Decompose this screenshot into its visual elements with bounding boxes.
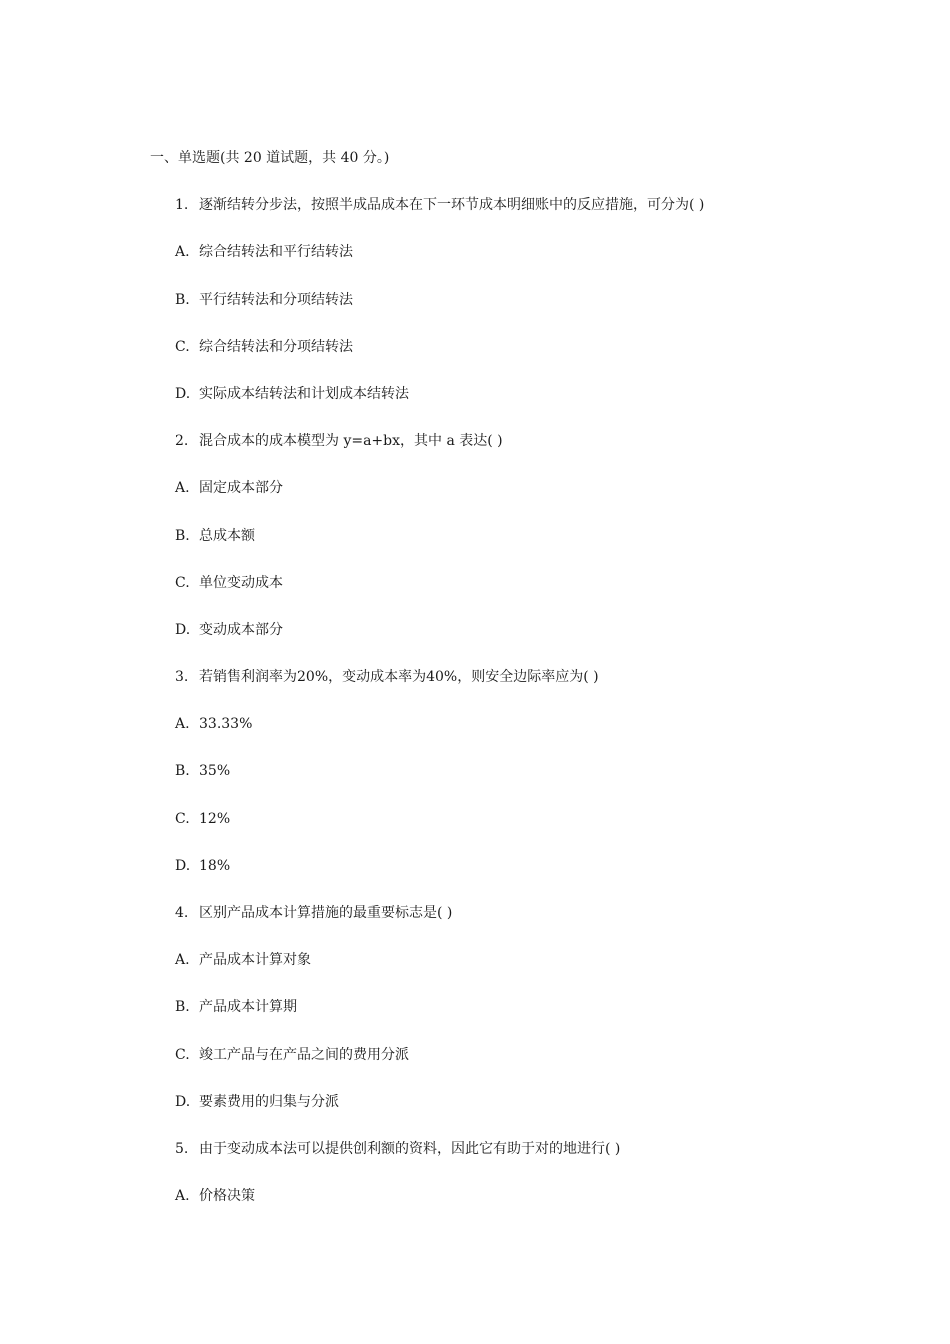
section-title: 一、单选题(共 20 道试题，共 40 分。)	[150, 150, 390, 166]
question-stem	[175, 193, 875, 217]
option-a[interactable]	[175, 1184, 875, 1208]
option-label: B.	[175, 999, 190, 1016]
option-text: 综合结转法和分项结转法	[199, 338, 353, 355]
option-label: A.	[175, 480, 190, 497]
option-text: 总成本额	[199, 527, 255, 544]
option-label: B.	[175, 527, 190, 544]
option-text: 实际成本结转法和计划成本结转法	[199, 385, 409, 402]
question-number: 3.	[175, 669, 189, 686]
option-label: A.	[175, 952, 190, 969]
option-a[interactable]	[175, 476, 875, 500]
option-a[interactable]	[175, 948, 875, 972]
question-stem	[175, 665, 875, 689]
question-text: 若销售利润率为20%，变动成本率为40%，则安全边际率应为( )	[199, 669, 599, 686]
option-c[interactable]	[175, 571, 875, 595]
option-text: 产品成本计算对象	[199, 952, 311, 969]
question-stem	[175, 429, 875, 453]
question-number: 2.	[175, 433, 189, 450]
option-d[interactable]	[175, 618, 875, 642]
option-text: 价格决策	[199, 1188, 255, 1205]
question-text: 由于变动成本法可以提供创利额的资料，因此它有助于对的地进行( )	[199, 1140, 621, 1157]
option-text: 要素费用的归集与分派	[199, 1093, 339, 1110]
option-label: A.	[175, 244, 190, 261]
option-c[interactable]	[175, 335, 875, 359]
option-d[interactable]	[175, 382, 875, 406]
option-text: 35%	[199, 763, 231, 780]
option-b[interactable]	[175, 288, 875, 312]
option-text: 单位变动成本	[199, 574, 283, 591]
option-text: 综合结转法和平行结转法	[199, 244, 353, 261]
question-number: 5.	[175, 1140, 189, 1157]
option-label: D.	[175, 385, 191, 402]
question-stem	[175, 1137, 875, 1161]
option-label: A.	[175, 1188, 190, 1205]
question-text: 区别产品成本计算措施的最重要标志是( )	[199, 905, 453, 921]
option-a[interactable]	[175, 712, 875, 736]
question-text: 逐渐结转分步法，按照半成品成本在下一环节成本明细账中的反应措施，可分为( )	[199, 197, 705, 214]
option-b[interactable]	[175, 759, 875, 783]
option-text: 12%	[199, 810, 231, 827]
option-text: 33.33%	[199, 716, 253, 733]
option-label: C.	[175, 810, 190, 827]
option-b[interactable]	[175, 995, 875, 1019]
question-list	[150, 146, 875, 1208]
option-b[interactable]	[175, 524, 875, 548]
option-label: A.	[175, 716, 190, 733]
option-text: 变动成本部分	[199, 621, 283, 638]
question-stem	[175, 901, 875, 925]
option-label: D.	[175, 1093, 191, 1110]
option-label: B.	[175, 763, 190, 780]
option-text: 平行结转法和分项结转法	[199, 291, 353, 308]
option-label: D.	[175, 621, 191, 638]
question-number: 1.	[175, 197, 189, 214]
option-label: C.	[175, 574, 190, 591]
option-c[interactable]	[175, 1043, 875, 1067]
option-label: D.	[175, 857, 191, 874]
option-a[interactable]	[175, 240, 875, 264]
option-c[interactable]	[175, 807, 875, 831]
option-label: C.	[175, 1046, 190, 1063]
option-d[interactable]	[175, 854, 875, 878]
option-label: B.	[175, 291, 190, 308]
question-text: 混合成本的成本模型为 y=a+bx，其中 a 表达( )	[199, 433, 503, 450]
option-text: 竣工产品与在产品之间的费用分派	[199, 1046, 409, 1063]
option-text: 产品成本计算期	[199, 999, 297, 1016]
option-text: 18%	[199, 857, 231, 874]
option-text: 固定成本部分	[199, 480, 283, 497]
question-number: 4.	[175, 905, 189, 921]
option-label: C.	[175, 338, 190, 355]
option-d[interactable]	[175, 1090, 875, 1114]
